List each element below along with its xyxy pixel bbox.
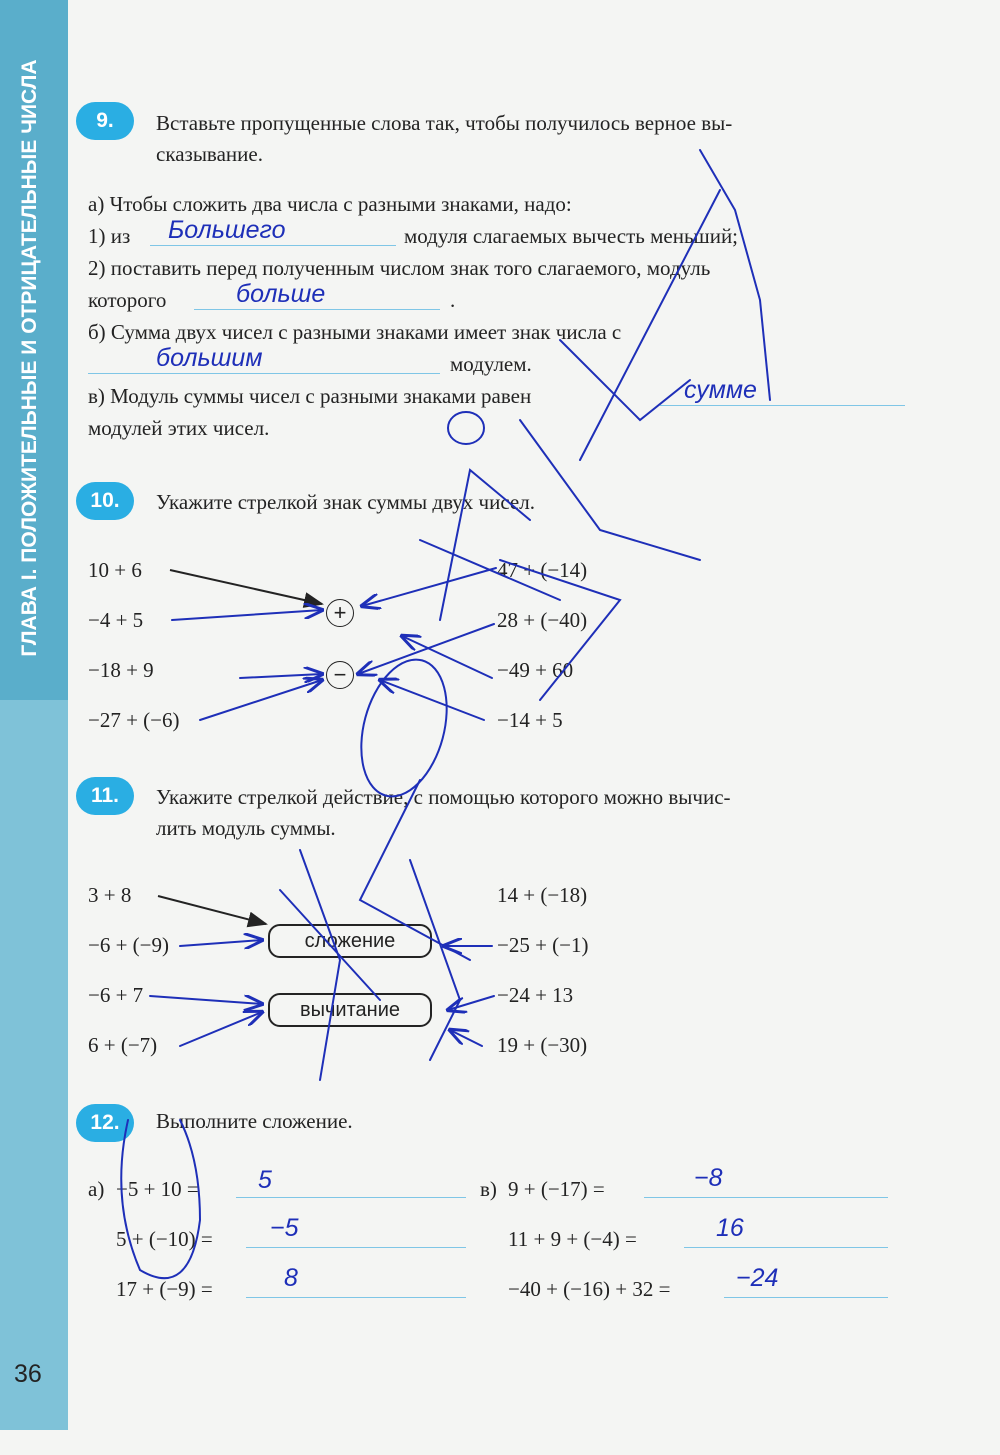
task-11-right-2: −25 + (−1): [497, 933, 589, 957]
task-10-right-2: 28 + (−40): [497, 608, 588, 632]
task-12-badge: 12.: [76, 1104, 134, 1142]
task-9-c-answer: сумме: [684, 376, 757, 404]
sample-arrow-task11: [158, 896, 266, 924]
task-12-v-expr-3: −40 + (−16) + 32 =: [508, 1277, 671, 1301]
task-9-a1-suffix: модуля слагаемых вычесть меньший;: [404, 224, 739, 248]
addition-box[interactable]: сложение: [268, 924, 432, 958]
task-12-a-answer-1: 5: [258, 1166, 272, 1194]
task-11-left-2: −6 + (−9): [88, 933, 170, 957]
plus-sign-circle[interactable]: +: [326, 599, 354, 627]
task-12-a-expr-2: 5 + (−10) =: [116, 1227, 213, 1251]
task-9-a-intro: а) Чтобы сложить два числа с разными знаками, надо:: [88, 192, 572, 216]
task-10-left-3: −18 + 9: [88, 658, 154, 682]
task-9-b-line1: б) Сумма двух чисел с разными знаками имеет знак числа с: [88, 320, 622, 344]
task-10-right-1: 47 + (−14): [497, 558, 588, 582]
task-9-a2-line1: 2) поставить перед полученным числом знак того слагаемого, модуль: [88, 256, 711, 280]
task-11-right-3: −24 + 13: [497, 983, 574, 1007]
task-12-v-answer-3: −24: [736, 1264, 779, 1292]
task-9-a2-suffix: .: [450, 288, 456, 312]
task-11-text-1: Укажите стрелкой действие, с помощью которого можно вычис-: [156, 785, 731, 809]
task-12-v-expr-1: 9 + (−17) =: [508, 1177, 605, 1201]
task-12-text: Выполните сложение.: [156, 1109, 353, 1133]
task-12-a-answer-3: 8: [284, 1264, 298, 1292]
task-12-a-expr-1: −5 + 10 =: [116, 1177, 199, 1201]
task-10-badge: 10.: [76, 482, 134, 520]
task-9-a1-answer: Большего: [168, 216, 286, 244]
task-9-b-suffix: модулем.: [450, 352, 532, 376]
task-9-a1-prefix: 1) из: [88, 224, 131, 248]
chapter-title: ГЛАВА I. ПОЛОЖИТЕЛЬНЫЕ И ОТРИЦАТЕЛЬНЫЕ ЧИСЛА: [18, 59, 41, 657]
task-10-left-4: −27 + (−6): [88, 708, 180, 732]
task-9-badge: 9.: [76, 102, 134, 140]
task-12-v-label: в): [480, 1177, 497, 1201]
task-12-v-answer-1: −8: [694, 1164, 723, 1192]
task-9-a2-answer: больше: [236, 280, 326, 308]
task-11-left-4: 6 + (−7): [88, 1033, 158, 1057]
task-10-right-4: −14 + 5: [497, 708, 563, 732]
handwritten-marks: [121, 150, 770, 1278]
task-9-text-2: сказывание.: [156, 142, 263, 166]
task-9-c-prefix: в) Модуль суммы чисел с разными знаками равен: [88, 384, 532, 408]
task-10-left-2: −4 + 5: [88, 608, 144, 632]
task-11-left-3: −6 + 7: [88, 983, 144, 1007]
task-9-text-1: Вставьте пропущенные слова так, чтобы получилось верное вы-: [156, 111, 733, 135]
task-11-badge: 11.: [76, 777, 134, 815]
page-number: 36: [14, 1360, 42, 1388]
sample-arrow-task10: [170, 570, 322, 604]
task-11-right-1: 14 + (−18): [497, 883, 588, 907]
subtraction-box[interactable]: вычитание: [268, 993, 432, 1027]
task-9-b-answer: большим: [156, 344, 263, 372]
task-10-text: Укажите стрелкой знак суммы двух чисел.: [156, 490, 535, 514]
task-12-a-answer-2: −5: [270, 1214, 299, 1242]
task-11-text-2: лить модуль суммы.: [156, 816, 336, 840]
task-9-a2-prefix: которого: [88, 288, 167, 312]
task-12-a-expr-3: 17 + (−9) =: [116, 1277, 213, 1301]
minus-sign-circle[interactable]: −: [326, 661, 354, 689]
task-9-c-line2: модулей этих чисел.: [88, 416, 270, 440]
task-12-a-label: а): [88, 1177, 105, 1201]
task-10-left-1: 10 + 6: [88, 558, 142, 582]
task-11-right-4: 19 + (−30): [497, 1033, 588, 1057]
task-10-right-3: −49 + 60: [497, 658, 574, 682]
task-12-v-expr-2: 11 + 9 + (−4) =: [508, 1227, 637, 1251]
task-11-left-1: 3 + 8: [88, 883, 132, 907]
task-12-v-answer-2: 16: [716, 1214, 744, 1242]
